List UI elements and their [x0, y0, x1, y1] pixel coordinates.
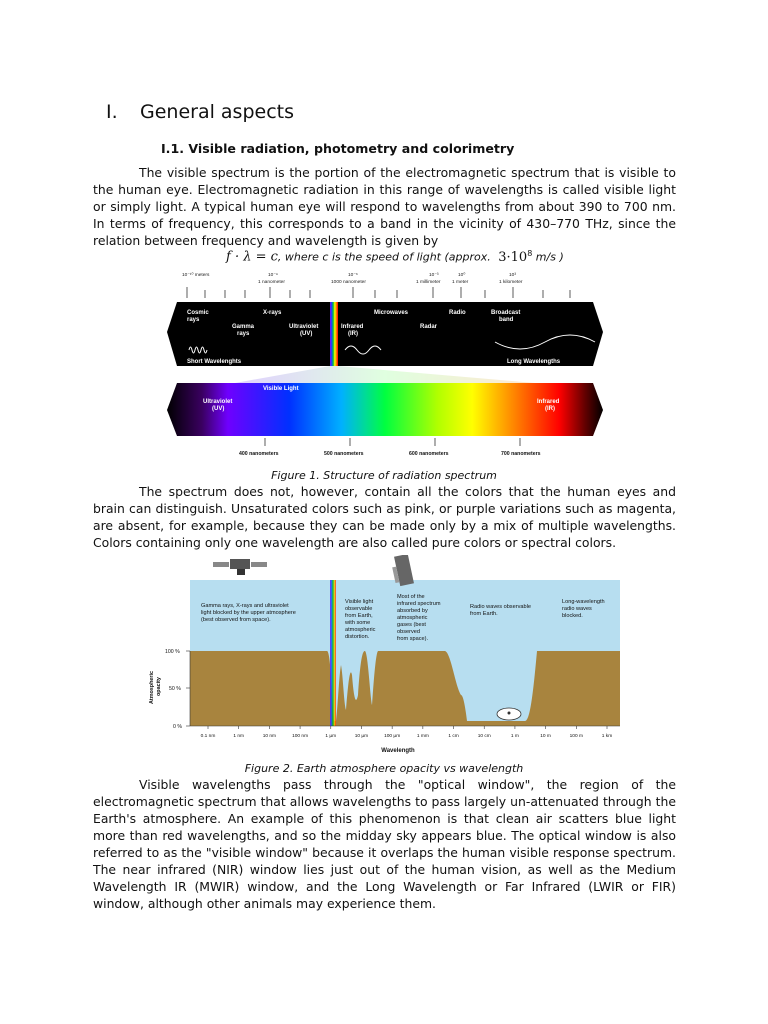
band-label: band — [499, 317, 514, 323]
y-axis-label: opacity — [156, 677, 162, 696]
band-label: (UV) — [300, 331, 313, 337]
short-wavelengths-label: Short Wavelenghts — [187, 359, 242, 365]
scale-label: 10⁻¹⁰ meters — [182, 273, 210, 278]
subsection-heading: I.1. Visible radiation, photometry and colorimetry — [161, 141, 515, 156]
band-label: Radio — [449, 310, 466, 316]
band-label: Radar — [420, 324, 438, 330]
scale-sublabel: 1 meter — [452, 280, 469, 285]
note-infrared: from space). — [397, 636, 429, 642]
note-long: blocked. — [562, 613, 583, 619]
note-gamma: light blocked by the upper atmosphere — [201, 610, 296, 616]
note-long: Long-wavelength — [562, 599, 605, 605]
y-tick: 50 % — [169, 686, 181, 692]
space-telescope-icon — [392, 555, 414, 586]
x-tick-label: 1 nm — [233, 734, 245, 739]
scale-sublabel: 1 millimeter — [416, 280, 441, 285]
section-heading: I. General aspects — [106, 101, 295, 123]
uv-label: Ultraviolet — [203, 399, 233, 405]
x-tick-label: 10 m — [540, 734, 551, 739]
note-radio: Radio waves observable — [470, 604, 531, 610]
nm-label: 600 nanometers — [409, 451, 449, 457]
x-tick-label: 1 m — [510, 734, 519, 739]
y-tick: 100 % — [165, 649, 180, 655]
x-tick-label: 1 µm — [325, 734, 337, 739]
visible-slice — [330, 302, 338, 366]
paragraph-3: Visible wavelengths pass through the "optical window", the region of the electromagnetic spectrum that allows wavelengths to pass largely un-attenuated through the Earth's atmosphere. An example of this phenomenon is that clean air scatters blue light more than red wavelengths, and so the midday sky appears blue. The optical window is also referred to as the "visible window" because it overlaps the human visible response spectrum. The near infrared (NIR) window lies just out of the human vision, as well as the Medium Wavelength IR (MWIR) window, and the Long Wavelength or Far Infrared (LWIR or FIR) window, although other animals may experience them. — [93, 777, 676, 911]
x-axis-label: Wavelength — [381, 748, 415, 754]
band-label: Broadcast — [491, 310, 521, 316]
long-wavelengths-label: Long Wavelengths — [507, 359, 561, 365]
uv-label: (UV) — [212, 406, 225, 412]
note-infrared: infrared spectrum — [397, 601, 441, 607]
note-visible: observable — [345, 606, 373, 612]
scale-label: 10³ — [509, 273, 516, 278]
satellite-icon — [213, 559, 267, 575]
atmosphere-opacity-figure — [145, 555, 625, 760]
visible-expansion — [235, 366, 535, 383]
note-visible: distortion. — [345, 634, 370, 640]
x-tick-label: 10 cm — [477, 734, 491, 739]
scale-sublabel: 1 nanometer — [258, 280, 285, 285]
x-tick-label: 10 nm — [262, 734, 277, 739]
scale-label: 10⁻³ — [429, 273, 439, 278]
figure-2-caption: Figure 2. Earth atmosphere opacity vs wavelength — [244, 762, 524, 775]
note-infrared: atmospheric — [397, 615, 428, 621]
scale-sublabel: 1000 nanometer — [331, 280, 366, 285]
figure-1-caption: Figure 1. Structure of radiation spectrum — [271, 469, 497, 482]
x-tick-label: 1 cm — [448, 734, 459, 739]
note-visible: Visible light — [345, 599, 374, 605]
nm-label: 700 nanometers — [501, 451, 541, 457]
scale-label: 10⁻⁶ — [348, 273, 358, 278]
note-gamma: (best observed from space). — [201, 617, 271, 623]
nm-label: 400 nanometers — [239, 451, 279, 457]
x-tick-label: 10 µm — [354, 734, 369, 739]
y-axis-label: Atmospheric — [149, 671, 155, 704]
x-tick-label: 100 m — [569, 734, 583, 739]
x-tick-label: 1 km — [601, 734, 613, 739]
visible-window-strip — [330, 580, 336, 726]
x-tick-label: 100 µm — [384, 734, 401, 739]
paragraph-1: The visible spectrum is the portion of the electromagnetic spectrum that is visible to the human eye. Electromagnetic radiation in this range of wavelengths is called visible light or simply light. A typical human eye will respond to wavelengths from about 390 to 700 nm. In terms of frequency, this corresponds to a band in the vicinity of 430–770 THz, since the relation between frequency and wavelength is given by — [93, 165, 676, 248]
y-tick: 0 % — [173, 724, 182, 730]
band-label: rays — [187, 317, 200, 323]
band-label: Ultraviolet — [289, 324, 319, 330]
visible-light-band — [167, 383, 603, 436]
band-label: Cosmic — [187, 310, 209, 316]
scale-label: 10⁻⁹ — [268, 273, 278, 278]
scale-sublabel: 1 kilometer — [499, 280, 523, 285]
note-radio: from Earth. — [470, 611, 498, 617]
band-label: Microwaves — [374, 310, 409, 316]
nm-label: 500 nanometers — [324, 451, 364, 457]
note-visible: with some — [345, 620, 371, 626]
paragraph-2: The spectrum does not, however, contain all the colors that the human eyes and brain can distinguish. Unsaturated colors such as pink, or purple variations such as magenta, are absent, for example, because they can be made only by a mix of multiple wavelengths. Colors containing only one wavelength are also called pure colors or spectral colors. — [93, 484, 676, 550]
radio-dish-icon — [497, 708, 521, 720]
note-gamma: Gamma rays, X-rays and ultraviolet — [201, 603, 289, 609]
scale-label: 10⁰ — [458, 273, 466, 278]
band-label: rays — [237, 331, 250, 337]
band-label: X-rays — [263, 310, 282, 316]
note-infrared: absorbed by — [397, 608, 428, 614]
note-infrared: observed — [397, 629, 421, 635]
opacity-curve — [190, 651, 620, 726]
radiation-spectrum-figure — [165, 268, 605, 460]
ir-label: (IR) — [545, 406, 555, 412]
note-visible: from Earth, — [345, 613, 373, 619]
band-label: Gamma — [232, 324, 255, 330]
ir-label: Infrared — [537, 399, 560, 405]
frequency-formula: f · λ = c, where c is the speed of light (approx. $3\cdot 10^8$ m/s ) — [226, 249, 564, 265]
band-label: (IR) — [348, 331, 358, 337]
visible-light-label: Visible Light — [263, 386, 299, 392]
note-long: radio waves — [562, 606, 592, 612]
x-tick-label: 100 nm — [292, 734, 309, 739]
band-label: Infrared — [341, 324, 364, 330]
x-tick-label: 0.1 nm — [200, 734, 216, 739]
note-infrared: gases (best — [397, 622, 426, 628]
note-infrared: Most of the — [397, 594, 425, 600]
note-visible: atmospheric — [345, 627, 376, 633]
x-tick-label: 1 mm — [416, 734, 429, 739]
